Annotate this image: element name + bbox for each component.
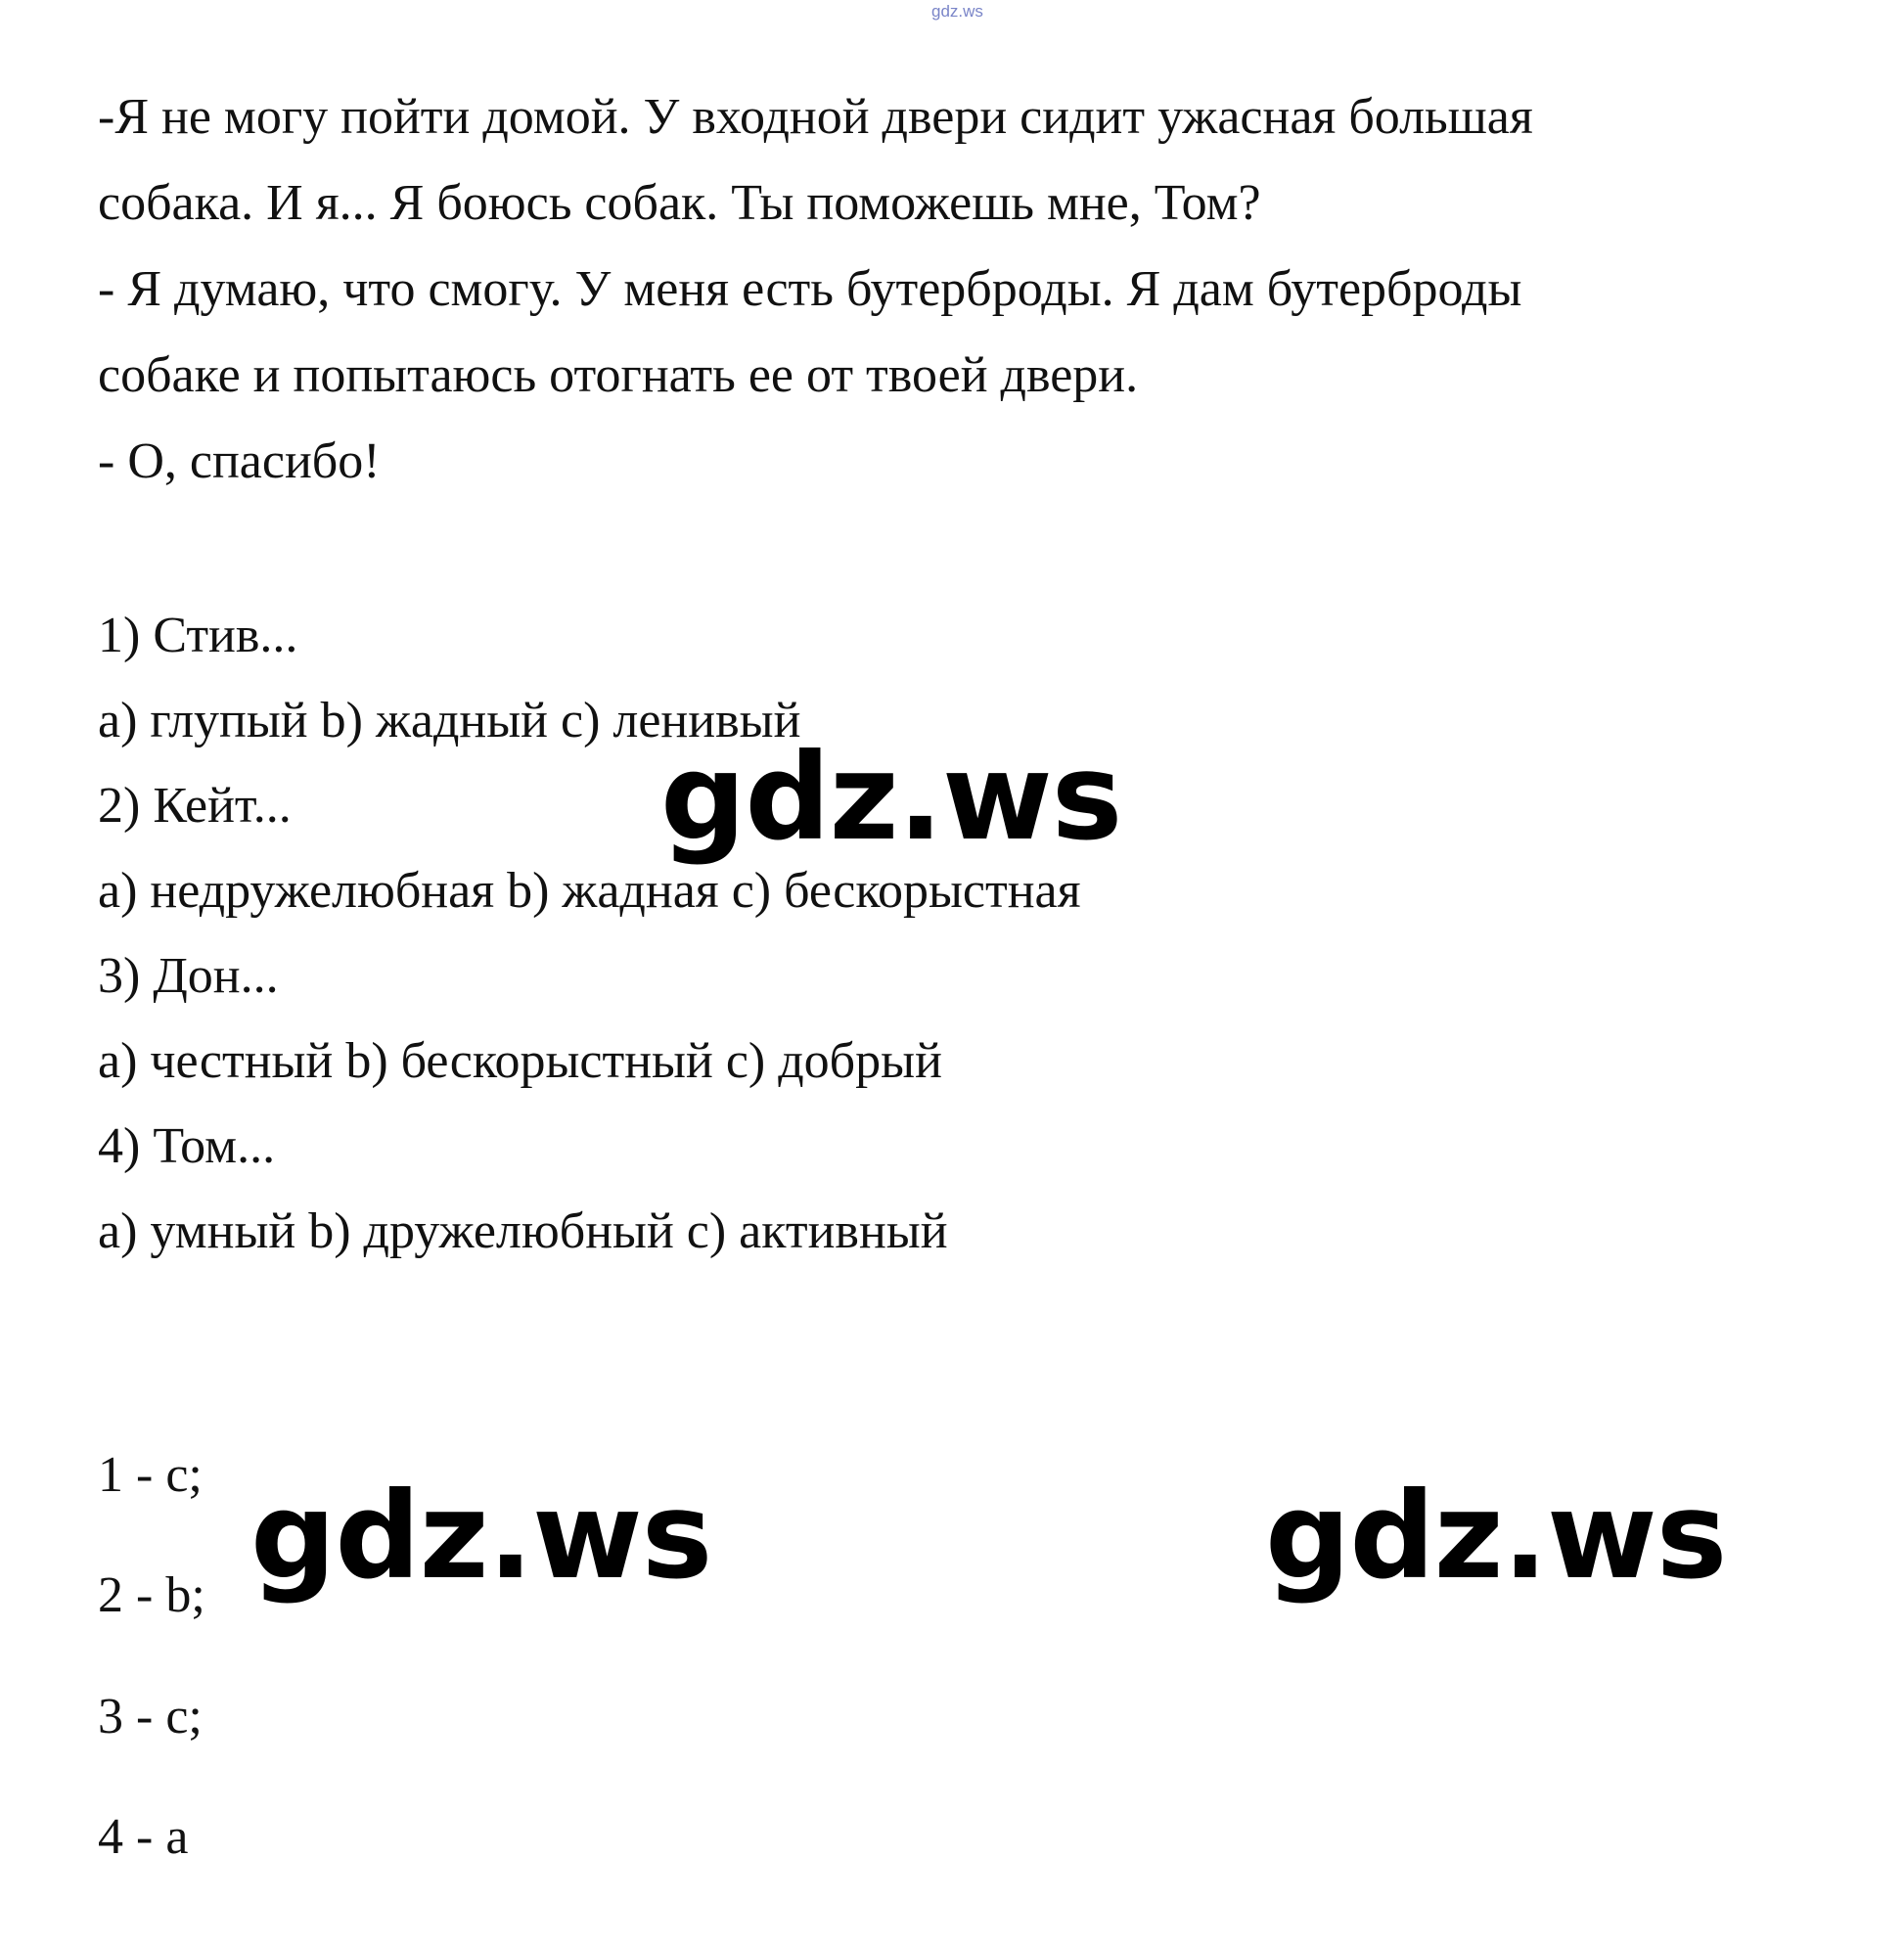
answer-item: 4 - a (98, 1809, 189, 1865)
gdz-watermark: gdz.ws (660, 728, 1122, 867)
story-line: -Я не могу пойти домой. У входной двери сидит ужасная большая (98, 89, 1533, 145)
story-line: - О, спасибо! (98, 433, 381, 489)
story-line: - Я думаю, что смогу. У меня есть бутерброды. Я дам бутерброды (98, 261, 1522, 317)
question-prompt: 3) Дон... (98, 948, 279, 1004)
question-options: a) недружелюбная b) жадная c) бескорыстная (98, 863, 1081, 919)
answer-item: 3 - c; (98, 1689, 203, 1744)
question-options: a) умный b) дружелюбный c) активный (98, 1203, 948, 1259)
question-prompt: 1) Стив... (98, 608, 298, 663)
top-watermark: gdz.ws (931, 2, 983, 21)
story-line: собака. И я... Я боюсь собак. Ты поможешь мне, Том? (98, 175, 1261, 231)
gdz-watermark: gdz.ws (250, 1467, 712, 1606)
gdz-watermark: gdz.ws (1265, 1467, 1727, 1606)
answer-item: 2 - b; (98, 1567, 205, 1623)
answer-item: 1 - c; (98, 1447, 203, 1503)
question-prompt: 2) Кейт... (98, 778, 292, 834)
question-options: a) честный b) бескорыстный c) добрый (98, 1033, 942, 1089)
question-prompt: 4) Том... (98, 1118, 276, 1174)
question-options: a) глупый b) жадный c) ленивый (98, 693, 801, 748)
story-line: собаке и попытаюсь отогнать ее от твоей двери. (98, 347, 1139, 403)
